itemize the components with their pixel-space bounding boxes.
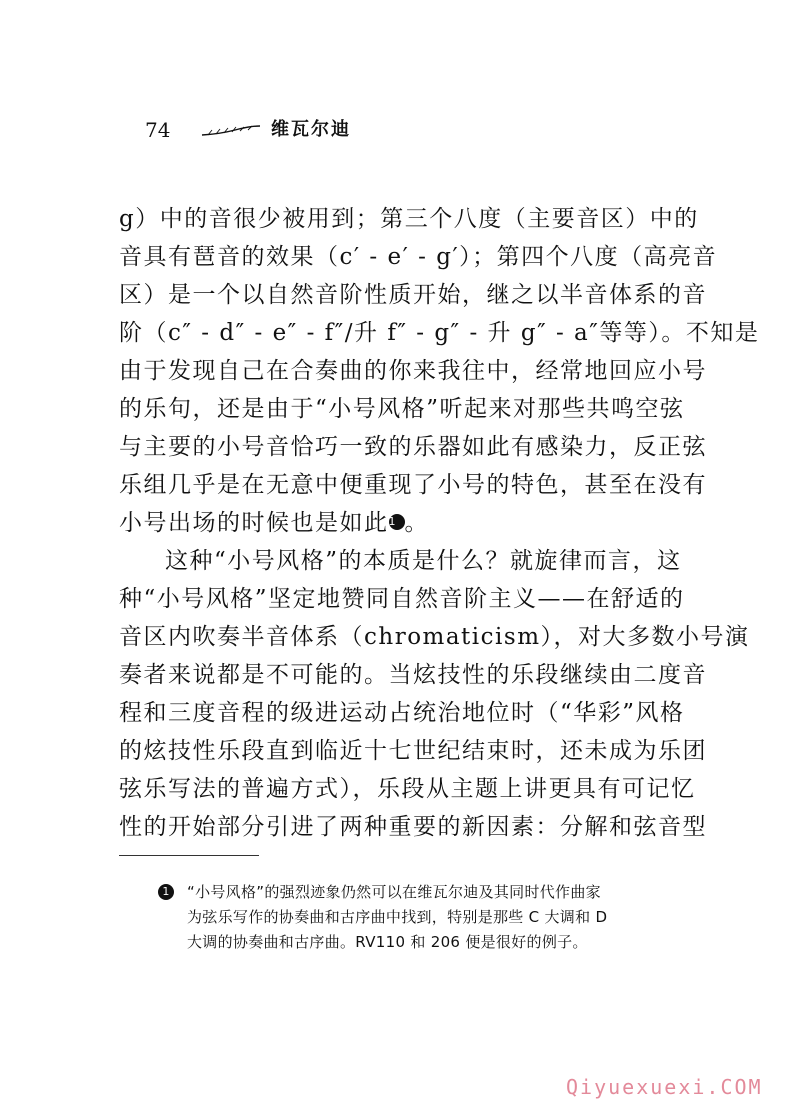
- text-line: 区）是一个以自然音阶性质开始，继之以半音体系的音: [119, 282, 707, 308]
- footnote-line: 为弦乐写作的协奏曲和古序曲中找到，特别是那些 C 大调和 D: [187, 908, 608, 926]
- text-line: g）中的音很少被用到；第三个八度（主要音区）中的: [119, 206, 699, 232]
- text-line: 音区内吹奏半音体系（chromaticism），对大多数小号演: [119, 624, 750, 650]
- footnote-marker: 1: [158, 884, 174, 900]
- running-title: 维瓦尔迪: [271, 119, 351, 140]
- text-line: 与主要的小号音恰巧一致的乐器如此有感染力，反正弦: [119, 434, 707, 460]
- footnote-line: “小号风格”的强烈迹象仍然可以在维瓦尔迪及其同时代作曲家: [187, 883, 601, 901]
- text-line: 性的开始部分引进了两种重要的新因素：分解和弦音型: [119, 814, 707, 840]
- text-line: 乐组几乎是在无意中便重现了小号的特色，甚至在没有: [119, 472, 707, 498]
- footnote-text: [187, 880, 687, 955]
- text-segment: 小号出场的时候也是如此: [119, 510, 389, 536]
- main-text: [119, 200, 760, 846]
- text-segment: 。: [404, 510, 429, 536]
- text-line: 程和三度音程的级进运动占统治地位时（“华彩”风格: [119, 700, 685, 726]
- site-watermark: Qiyuexuexi.COM: [566, 1075, 763, 1099]
- page-number: 74: [145, 118, 171, 142]
- text-line: 由于发现自己在合奏曲的你来我往中，经常地回应小号: [119, 358, 707, 384]
- footnote-divider: [119, 855, 259, 856]
- flourish-ornament: [200, 124, 262, 138]
- paragraph-start-line: 这种“小号风格”的本质是什么？就旋律而言，这: [165, 548, 682, 574]
- page-header: [145, 116, 445, 146]
- footnote-line: 大调的协奏曲和古序曲。RV110 和 206 便是很好的例子。: [187, 933, 588, 951]
- text-line: 音具有琶音的效果（c′ - e′ - g′）；第四个八度（高亮音: [119, 244, 718, 270]
- text-line: 种“小号风格”坚定地赞同自然音阶主义——在舒适的: [119, 586, 685, 612]
- footnote-reference-marker[interactable]: 1: [389, 514, 405, 530]
- text-line: 奏者来说都是不可能的。当炫技性的乐段继续由二度音: [119, 662, 707, 688]
- text-line: 的乐句，还是由于“小号风格”听起来对那些共鸣空弦: [119, 396, 685, 422]
- text-line: 弦乐写法的普遍方式），乐段从主题上讲更具有可记忆: [119, 776, 696, 802]
- text-line: 阶（c″ - d″ - e″ - f″/升 f″ - g″ - 升 g″ - a″等等）。不知是: [119, 320, 760, 346]
- paragraph-end-line: [119, 504, 679, 542]
- text-line: 的炫技性乐段直到临近十七世纪结束时，还未成为乐团: [119, 738, 707, 764]
